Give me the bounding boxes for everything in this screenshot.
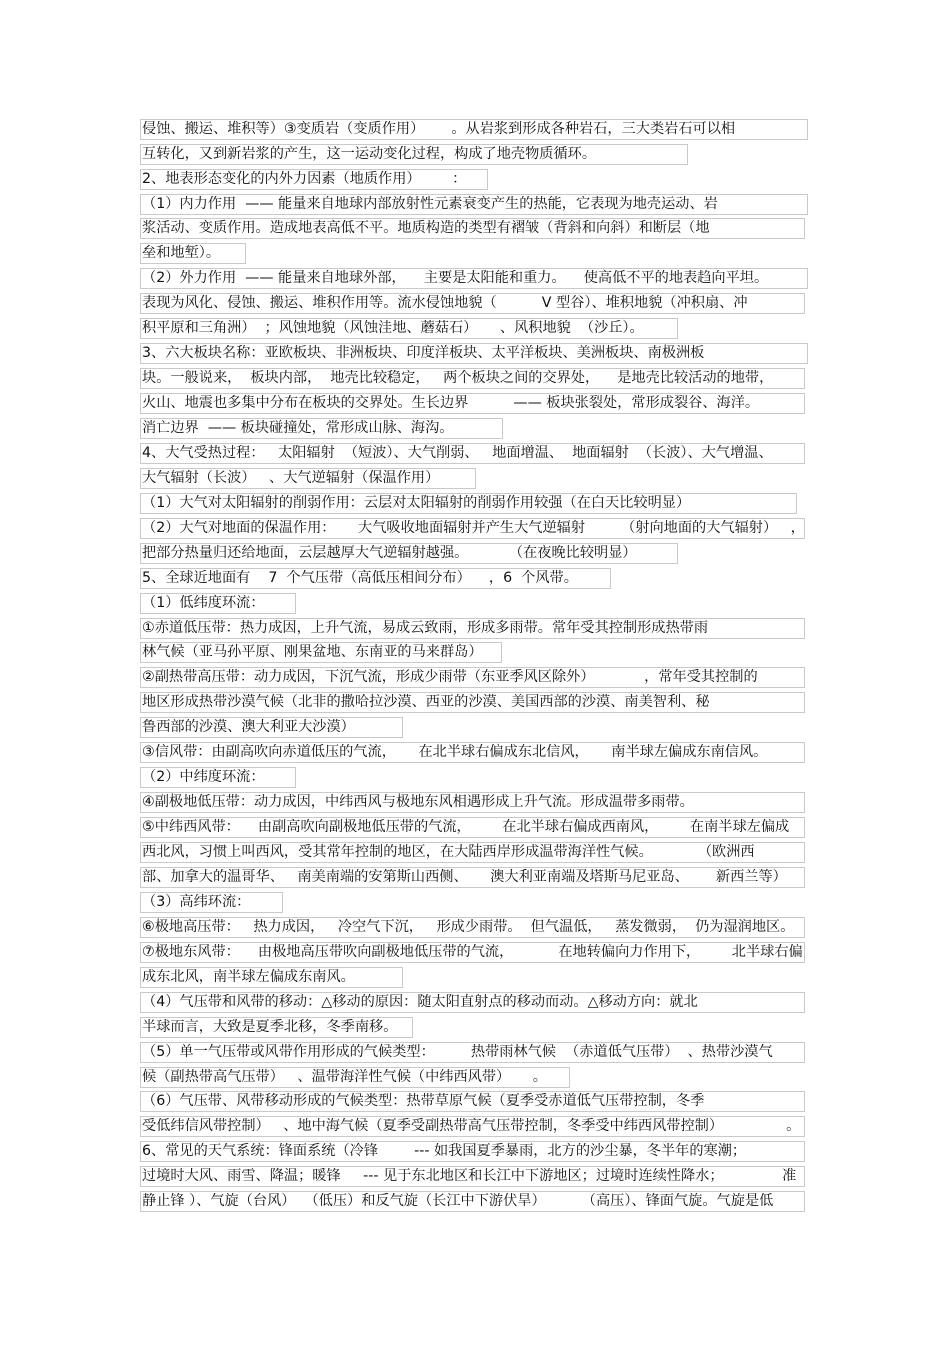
text-line: 火山、地震也多集中分布在板块的交界处。生长边界 —— 板块张裂处，常形成裂谷、海洋。 <box>142 395 760 411</box>
text-line: 静止锋 ）、气旋（台风） （低压）和反气旋（长江中下游伏旱） （高压）、锋面气旋。气旋是低 <box>142 1193 774 1209</box>
text-line: ①赤道低压带：热力成因，上升气流，易成云致雨，形成多雨带。常年受其控制形成热带雨 <box>142 620 709 636</box>
text-line: ②副热带高压带：动力成因，下沉气流，形成少雨带（东亚季风区除外） ，常年受其控制的 <box>142 669 758 685</box>
text-line: 浆活动、变质作用。造成地表高低不平。地质构造的类型有褶皱（背斜和向斜）和断层（地 <box>142 220 710 236</box>
text-line: 林气候（亚马孙平原、刚果盆地、东南亚的马来群岛） <box>142 644 483 660</box>
text-line: 候（副热带高气压带） 、温带海洋性气候（中纬西风带） 。 <box>142 1069 547 1085</box>
text-line: 大气辐射（长波） 、大气逆辐射（保温作用） <box>142 470 440 486</box>
text-line: 侵蚀、搬运、堆积等）③变质岩（变质作用） 。从岩浆到形成各种岩石，三大类岩石可以相 <box>142 121 736 137</box>
text-line: 过境时大风、雨雪、降温；暖锋 --- 见于东北地区和长江中下游地区；过境时连续性降水； 准 <box>142 1168 797 1184</box>
text-line: 垒和地堑）。 <box>142 245 221 261</box>
text-line: 成东北风，南半球左偏成东南风。 <box>142 969 355 985</box>
text-line: ⑦极地东风带： 由极地高压带吹向副极地低压带的气流， 在地转偏向力作用下， 北半球右偏 <box>142 944 803 960</box>
text-line: 互转化，又到新岩浆的产生，这一运动变化过程，构成了地壳物质循环。 <box>142 146 597 162</box>
text-line: 受低纬信风带控制） 、地中海气候（夏季受副热带高气压带控制，冬季受中纬西风带控制） 。 <box>142 1118 801 1134</box>
text-line: （1）大气对太阳辐射的削弱作用：云层对太阳辐射的削弱作用较强（在白天比较明显） <box>142 495 691 511</box>
text-line: 6、常见的天气系统：锋面系统（冷锋 --- 如我国夏季暴雨，北方的沙尘暴，冬半年的寒潮； <box>142 1143 747 1159</box>
text-line: ④副极地低压带：动力成因，中纬西风与极地东风相遇形成上升气流。形成温带多雨带。 <box>142 794 694 810</box>
text-line: 块。一般说来， 板块内部， 地壳比较稳定， 两个板块之间的交界处， 是地壳比较活动的地带， <box>142 370 774 386</box>
text-line: 西北风，习惯上叫西风，受其常年控制的地区，在大陆西岸形成温带海洋性气候。 （欧洲西 <box>142 844 755 860</box>
text-line: 鲁西部的沙漠、澳大利亚大沙漠） <box>142 719 355 735</box>
text-line: ⑥极地高压带： 热力成因， 冷空气下沉， 形成少雨带。 但气温低， 蒸发微弱， 仍为湿润地区。 <box>142 919 795 935</box>
text-line: （1）低纬度环流： <box>142 595 265 611</box>
text-line: （2）大气对地面的保温作用： 大气吸收地面辐射并产生大气逆辐射 （射向地面的大气辐射） ， <box>142 520 805 536</box>
text-line: （3）高纬环流： <box>142 894 251 910</box>
text-line: （2）中纬度环流： <box>142 769 265 785</box>
text-line: （4）气压带和风带的移动：△移动的原因：随太阳直射点的移动而动。△移动方向：就北 <box>142 994 698 1010</box>
text-line: 积平原和三角洲） ；风蚀地貌（风蚀洼地、蘑菇石） 、风积地貌 （沙丘）。 <box>142 320 644 336</box>
text-line: 2、地表形态变化的内外力因素（地质作用） ： <box>142 171 467 187</box>
text-line: ③信风带：由副高吹向赤道低压的气流， 在北半球右偏成东北信风， 南半球左偏成东南信风。 <box>142 744 768 760</box>
text-line: 地区形成热带沙漠气候（北非的撒哈拉沙漠、西亚的沙漠、美国西部的沙漠、南美智利、秘 <box>142 694 710 710</box>
text-line: 4、大气受热过程： 太阳辐射 （短波）、大气削弱、 地面增温、 地面辐射 （长波）、大气增温、 <box>142 445 773 461</box>
text-line: 半球而言，大致是夏季北移，冬季南移。 <box>142 1019 398 1035</box>
text-line: 部、加拿大的温哥华、 南美南端的安第斯山西侧、 澳大利亚南端及塔斯马尼亚岛、 新西兰等） <box>142 869 787 885</box>
text-line: （2）外力作用 —— 能量来自地球外部， 主要是太阳能和重力。 使高低不平的地表趋向平坦。 <box>142 270 769 286</box>
text-line: 消亡边界 —— 板块碰撞处，常形成山脉、海沟。 <box>142 420 454 436</box>
text-line: （5）单一气压带或风带作用形成的气候类型： 热带雨林气候 （赤道低气压带） 、热带沙漠气 <box>142 1044 773 1060</box>
text-line: （6）气压带、风带移动形成的气候类型：热带草原气候（夏季受赤道低气压带控制，冬季 <box>142 1093 705 1109</box>
text-line: （1）内力作用 —— 能量来自地球内部放射性元素衰变产生的热能，它表现为地壳运动、岩 <box>142 196 718 212</box>
text-line: 把部分热量归还给地面，云层越厚大气逆辐射越强。 （在夜晚比较明显） <box>142 545 637 561</box>
text-line: ⑤中纬西风带： 由副高吹向副极地低压带的气流， 在北半球右偏成西南风， 在南半球左偏成 <box>142 819 790 835</box>
text-line: 5、全球近地面有 7 个气压带（高低压相间分布） ，6 个风带。 <box>142 570 578 586</box>
text-line: 表现为风化、侵蚀、搬运、堆积作用等。流水侵蚀地貌（ V 型谷）、堆积地貌（冲积扇、冲 <box>142 295 748 311</box>
text-line: 3、六大板块名称：亚欧板块、非洲板块、印度洋板块、太平洋板块、美洲板块、南极洲板 <box>142 345 705 361</box>
